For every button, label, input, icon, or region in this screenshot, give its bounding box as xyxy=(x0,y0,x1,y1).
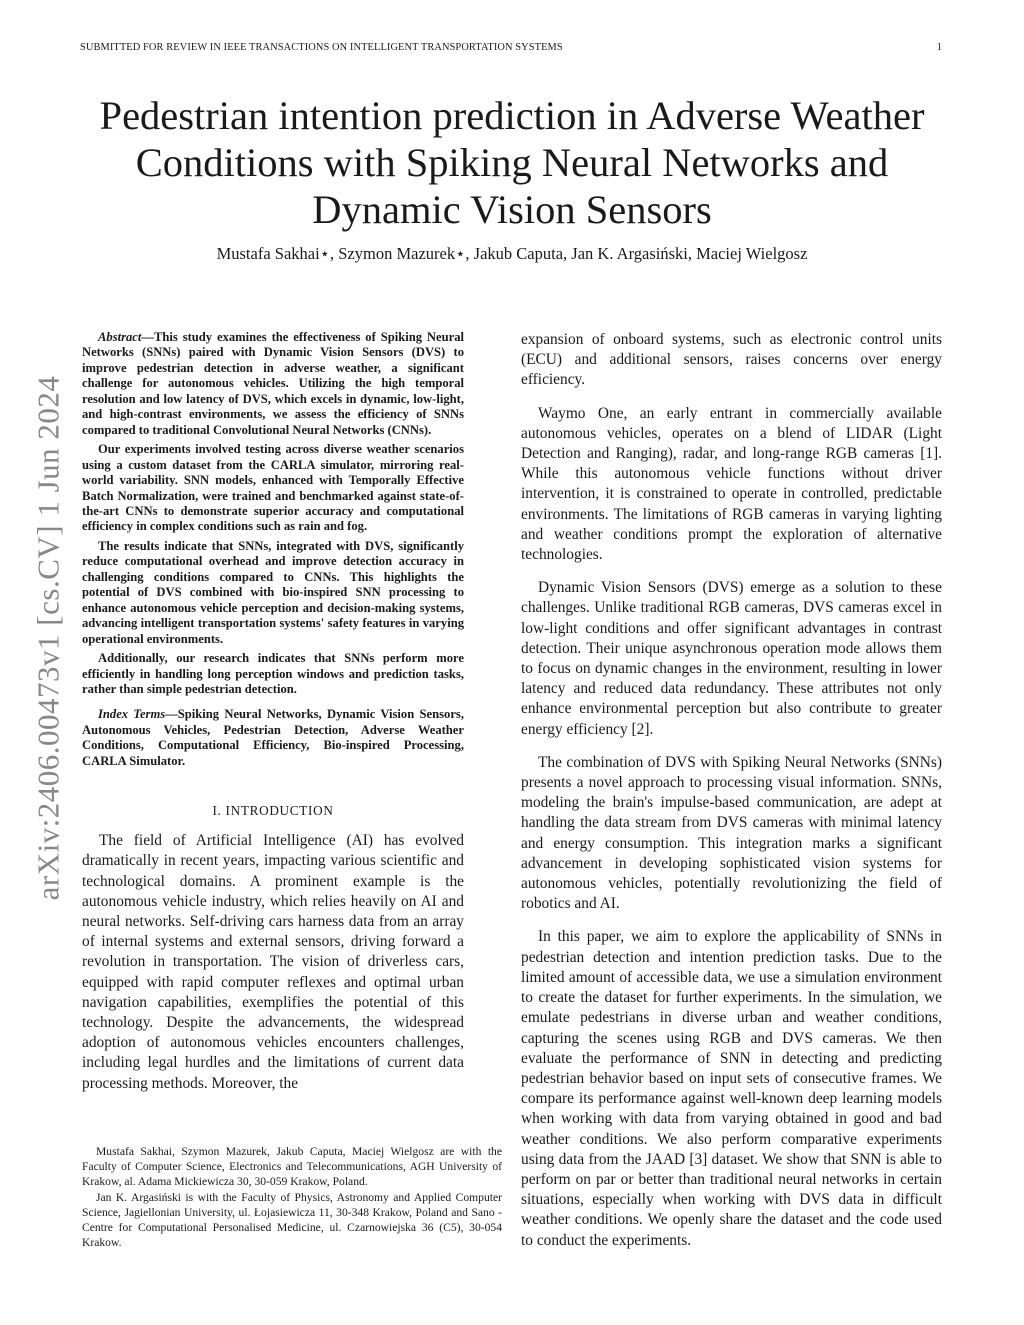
footnote: Mustafa Sakhai, Szymon Mazurek, Jakub Caputa, Maciej Wielgosz are with the Faculty of Computer Science, Electronics and Telecommunications, AGH University of Krakow, al. Adama Mickiewicza 30, 30-059 Krakow, Poland. xyxy=(82,1145,502,1189)
body-paragraph: The combination of DVS with Spiking Neural Networks (SNNs) presents a novel approach to processing visual information. SNNs, modeling the brain's impulse-based communication, are adept at handling the data stream from DVS cameras with minimal latency and energy consumption. This integration marks a significant advancement in developing sophisticated vision systems for autonomous vehicles, potentially revolutionizing the field of robotics and AI. xyxy=(521,753,942,913)
author-list: Mustafa Sakhai⋆, Szymon Mazurek⋆, Jakub Caputa, Jan K. Argasiński, Maciej Wielgosz xyxy=(216,244,808,263)
right-column xyxy=(521,330,942,1264)
page-number: 1 xyxy=(936,42,942,53)
abstract-label: Abstract— xyxy=(98,330,154,344)
abstract-paragraph xyxy=(82,330,464,438)
section-heading-introduction: I. INTRODUCTION xyxy=(212,803,334,819)
body-paragraph: Dynamic Vision Sensors (DVS) emerge as a solution to these challenges. Unlike traditional RGB cameras, DVS cameras excel in low-light conditions and offer significant advantages in contrast detection. Their unique asynchronous operation mode allows them to focus on dynamic changes in the environment, resulting in lower latency and reduced data redundancy. These attributes not only enhance environmental perception but also contribute to greater energy efficiency [2]. xyxy=(521,579,942,738)
index-terms-label: Index Terms— xyxy=(98,707,178,722)
abstract xyxy=(82,330,464,769)
index-terms-text: Spiking Neural Networks, Dynamic Vision Sensors, Autonomous Vehicles, Pedestrian Detection, Adverse Weather Conditions, Computational Efficiency, Bio-inspired Processing, CARLA Simulator. xyxy=(82,707,464,768)
introduction-body xyxy=(82,831,464,1094)
arxiv-identifier: arXiv:2406.00473v1 [cs.CV] 1 Jun 2024 xyxy=(30,375,66,900)
index-terms xyxy=(82,707,464,769)
abstract-paragraph: Our experiments involved testing across diverse weather scenarios using a custom dataset from the CARLA simulator, mirroring real-world variability. SNN models, enhanced with Temporally Effective Batch Normalization, were trained and benchmarked against state-of-the-art CNNs to demonstrate superior accuracy and computational efficiency in complex conditions such as rain and fog. xyxy=(82,442,464,534)
footnote: Jan K. Argasiński is with the Faculty of Physics, Astronomy and Applied Computer Science, Jagiellonian University, ul. Łojasiewicza 11, 30-348 Krakow, Poland and Sano - Centre for Computational Personalised Medicine, ul. Czarnowiejska 36 (C5), 30-054 Krakow. xyxy=(82,1190,502,1250)
body-paragraph: In this paper, we aim to explore the applicability of SNNs in pedestrian detection and intention prediction tasks. Due to the limited amount of accessible data, we use a simulation environment to create the dataset for further experiments. In the simulation, we emulate pedestrians in diverse urban and weather conditions, capturing the scenes using RGB and DVS cameras. We then evaluate the performance of SNN in detecting and predicting pedestrian behavior based on input sets of consecutive frames. We compare its performance against well-known deep learning models when working with data from varying obtained in good and bad weather conditions. We also perform comparative experiments using data from the JAAD [3] dataset. We show that SNN is able to perform on par or better than traditional neural networks in certain situations, especially when working with DVS data in difficult weather conditions. We openly share the dataset and the code used to conduct the experiments. xyxy=(521,928,942,1249)
body-paragraph: expansion of onboard systems, such as electronic control units (ECU) and additional sensors, raises concerns over energy efficiency. xyxy=(521,331,942,389)
left-column xyxy=(82,330,464,1094)
body-paragraph: Waymo One, an early entrant in commercially available autonomous vehicles, operates on a blend of LIDAR (Light Detection and Ranging), radar, and long-range RGB cameras [1]. While this autonomous vehicle functions without driver intervention, it is constrained to operate in controlled, predictable environments. The limitations of RGB cameras in varying lighting and weather conditions prompt the exploration of alternative technologies. xyxy=(521,404,942,564)
footnotes xyxy=(82,1144,502,1250)
body-paragraph: The field of Artificial Intelligence (AI) has evolved dramatically in recent years, impacting various scientific and technological domains. A prominent example is the autonomous vehicle industry, which relies heavily on AI and neural networks. Self-driving cars harness data from an array of internal systems and external sensors, driving forward a revolution in transportation. The vision of driverless cars, equipped with rapid computer reflexes and optimal urban navigation capabilities, exemplifies the potential of this technology. Despite the advancements, the widespread adoption of autonomous vehicles encounters challenges, including legal hurdles and the limitations of current data processing methods. Moreover, the xyxy=(82,832,464,1092)
abstract-paragraph: Additionally, our research indicates that SNNs perform more efficiently in handling long perception windows and prediction tasks, rather than simple pedestrian detection. xyxy=(82,651,464,696)
running-header: SUBMITTED FOR REVIEW IN IEEE TRANSACTIONS ON INTELLIGENT TRANSPORTATION SYSTEMS xyxy=(80,42,563,53)
abstract-paragraph: The results indicate that SNNs, integrated with DVS, significantly reduce computational overhead and improve detection accuracy in challenging conditions compared to CNNs. This highlights the potential of DVS combined with bio-inspired SNN processing to enhance autonomous vehicle perception and decision-making systems, advancing intelligent transportation systems' safety features in varying operational environments. xyxy=(82,538,464,646)
abstract-text: This study examines the effectiveness of Spiking Neural Networks (SNNs) paired with Dynamic Vision Sensors (DVS) to improve pedestrian detection in adverse weather, a significant challenge for autonomous vehicles. Utilizing the high temporal resolution and low latency of DVS, which excels in dynamic, low-light, and high-contrast environments, we assess the efficiency of SNNs compared to traditional Convolutional Neural Networks (CNNs). xyxy=(82,330,464,437)
paper-title: Pedestrian intention prediction in Adverse Weather Conditions with Spiking Neural Networks and Dynamic Vision Sensors xyxy=(99,93,925,232)
